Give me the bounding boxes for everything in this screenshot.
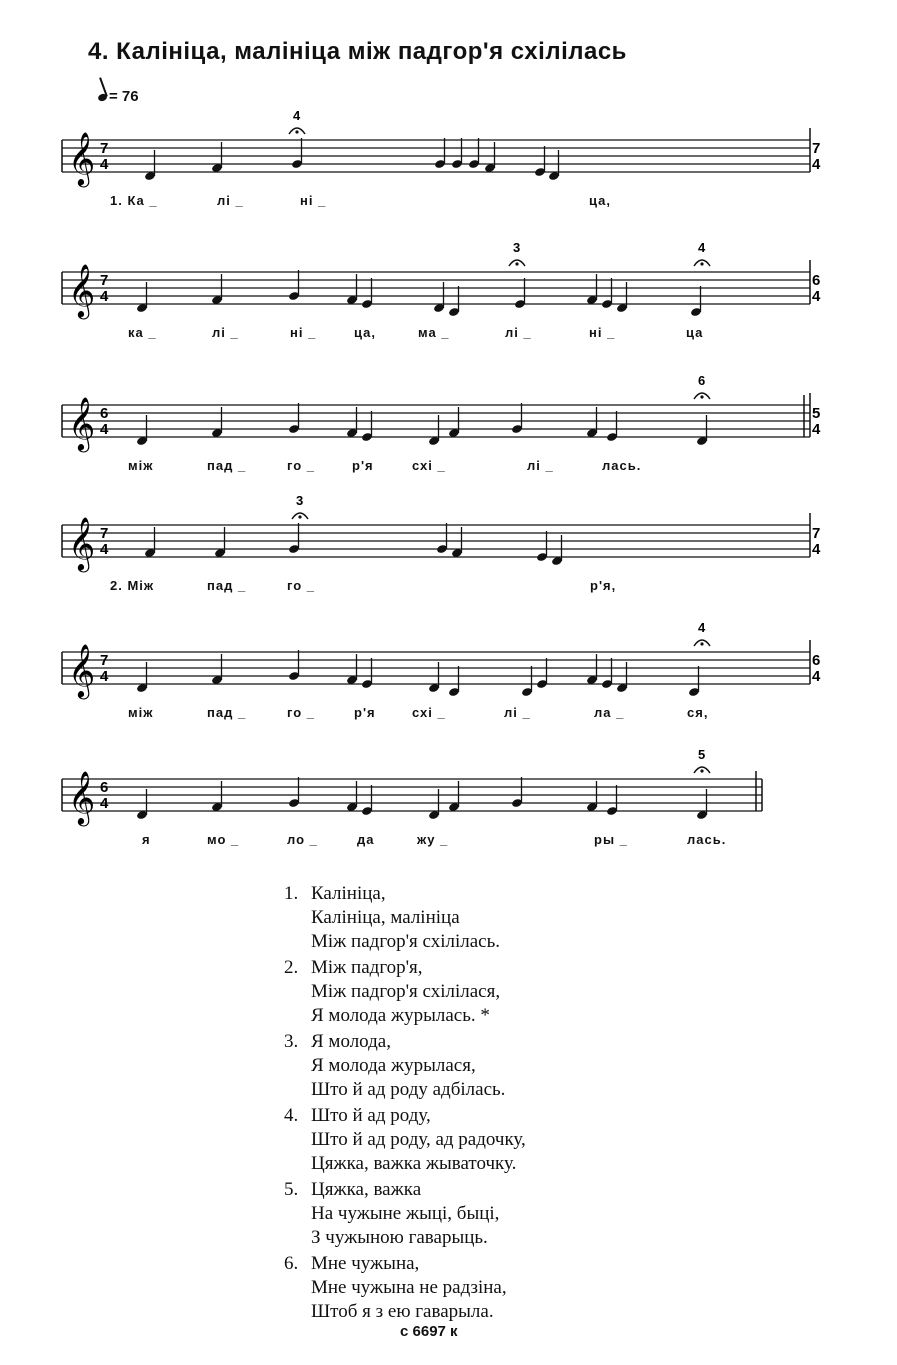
treble-clef-icon: 𝄞 bbox=[68, 396, 96, 450]
verse-row bbox=[284, 1054, 526, 1078]
verse-row bbox=[284, 882, 526, 906]
verse-row bbox=[284, 1128, 526, 1152]
verse-row bbox=[284, 1276, 526, 1300]
verse-line: Я молода журылася, bbox=[311, 1055, 476, 1076]
verse-row bbox=[284, 1300, 526, 1324]
verse-line: Я молода журылась. * bbox=[311, 1005, 490, 1026]
verse-row bbox=[284, 1252, 526, 1276]
end-time-numerator: 7 bbox=[812, 525, 821, 542]
lyric-syllable: лі _ bbox=[212, 325, 239, 340]
verse-number: 6. bbox=[284, 1253, 299, 1274]
end-time-numerator: 7 bbox=[812, 140, 821, 157]
verse-row bbox=[284, 1202, 526, 1226]
lyric-syllable: ры _ bbox=[594, 832, 628, 847]
fermata-dot bbox=[295, 130, 298, 133]
verse-row bbox=[284, 1104, 526, 1128]
quarter-note-icon bbox=[97, 93, 108, 103]
staff-svg bbox=[62, 747, 822, 867]
staff-system bbox=[62, 493, 822, 623]
end-time-denominator: 4 bbox=[812, 288, 821, 305]
staff-svg bbox=[62, 493, 822, 613]
verse-number: 1. bbox=[284, 883, 299, 904]
verse-number: 2. bbox=[284, 957, 299, 978]
end-time-numerator: 5 bbox=[812, 405, 821, 422]
lyric-syllable: ца, bbox=[589, 193, 611, 208]
verse-line: З чужыною гаварыць. bbox=[311, 1227, 488, 1248]
lyric-syllable: ла _ bbox=[594, 705, 625, 720]
lyric-syllable: го _ bbox=[287, 578, 316, 593]
lyric-syllable: я bbox=[142, 832, 151, 847]
lyric-syllable: ні _ bbox=[589, 325, 616, 340]
staff-svg bbox=[62, 108, 822, 228]
treble-clef-icon: 𝄞 bbox=[68, 131, 96, 185]
lyric-syllable: го _ bbox=[287, 705, 316, 720]
time-signature-numerator: 6 bbox=[100, 779, 109, 796]
staff-svg bbox=[62, 620, 822, 740]
treble-clef-icon: 𝄞 bbox=[68, 263, 96, 317]
lyric-syllable: ло _ bbox=[287, 832, 318, 847]
verse-line: Мне чужына не радзіна, bbox=[311, 1277, 507, 1298]
lyric-syllable: ца bbox=[686, 325, 704, 340]
catalog-code: с 6697 к bbox=[400, 1323, 458, 1340]
verse-number: 3. bbox=[284, 1031, 299, 1052]
verse-line: На чужыне жыці, быці, bbox=[311, 1203, 500, 1224]
fermata-number: 3 bbox=[296, 493, 304, 508]
lyric-syllable: 2. Між bbox=[110, 578, 155, 593]
lyric-syllable: жу _ bbox=[417, 832, 449, 847]
end-time-denominator: 4 bbox=[812, 668, 821, 685]
verse-row bbox=[284, 1030, 526, 1054]
lyric-syllable: ма _ bbox=[418, 325, 450, 340]
fermata-dot bbox=[700, 769, 703, 772]
time-signature-numerator: 6 bbox=[100, 405, 109, 422]
verse-line: Цяжка, важка жываточку. bbox=[311, 1153, 517, 1174]
verse-line: Штоб я з ею гаварыла. bbox=[311, 1301, 494, 1322]
treble-clef-icon: 𝄞 bbox=[68, 770, 96, 824]
lyric-syllable: схі _ bbox=[412, 458, 446, 473]
lyric-syllable: лі _ bbox=[504, 705, 531, 720]
lyric-syllable: да bbox=[357, 832, 375, 847]
time-signature-denominator: 4 bbox=[100, 156, 109, 173]
end-time-denominator: 4 bbox=[812, 156, 821, 173]
verse-row bbox=[284, 1226, 526, 1250]
lyric-syllable: го _ bbox=[287, 458, 316, 473]
lyric-syllable: лі _ bbox=[527, 458, 554, 473]
verse-number: 5. bbox=[284, 1179, 299, 1200]
verse-block bbox=[284, 1030, 526, 1102]
time-signature-denominator: 4 bbox=[100, 541, 109, 558]
time-signature-denominator: 4 bbox=[100, 421, 109, 438]
lyric-syllable: лась. bbox=[602, 458, 642, 473]
lyric-syllable: пад _ bbox=[207, 458, 247, 473]
verse-line: Калініца, малініца bbox=[311, 907, 460, 928]
treble-clef-icon: 𝄞 bbox=[68, 516, 96, 570]
time-signature-numerator: 7 bbox=[100, 525, 109, 542]
verse-row bbox=[284, 906, 526, 930]
time-signature-numerator: 7 bbox=[100, 140, 109, 157]
lyric-syllable: пад _ bbox=[207, 578, 247, 593]
time-signature-denominator: 4 bbox=[100, 668, 109, 685]
fermata-dot bbox=[700, 395, 703, 398]
song-title: 4. Калініца, малініца між падгор'я схілілась bbox=[88, 38, 627, 65]
lyric-syllable: мо _ bbox=[207, 832, 240, 847]
end-time-denominator: 4 bbox=[812, 421, 821, 438]
verse-number: 4. bbox=[284, 1105, 299, 1126]
verse-row bbox=[284, 1004, 526, 1028]
staff-svg bbox=[62, 240, 822, 360]
lyric-syllable: ся, bbox=[687, 705, 709, 720]
lyric-syllable: р'я bbox=[354, 705, 376, 720]
verse-row bbox=[284, 980, 526, 1004]
lyric-syllable: р'я bbox=[352, 458, 374, 473]
fermata-number: 4 bbox=[293, 108, 301, 123]
time-signature-numerator: 7 bbox=[100, 652, 109, 669]
time-signature-numerator: 7 bbox=[100, 272, 109, 289]
lyric-syllable: лі _ bbox=[505, 325, 532, 340]
verse-line: Што й ад роду, bbox=[311, 1105, 431, 1126]
lyric-syllable: 1. Ка _ bbox=[110, 193, 158, 208]
verse-row bbox=[284, 1178, 526, 1202]
fermata-number: 4 bbox=[698, 620, 706, 635]
fermata-dot bbox=[298, 515, 301, 518]
fermata-dot bbox=[515, 262, 518, 265]
lyric-syllable: лась. bbox=[687, 832, 727, 847]
verse-line: Між падгор'я схілілась. bbox=[311, 931, 501, 952]
lyric-syllable: між bbox=[128, 458, 154, 473]
staff-system bbox=[62, 240, 822, 370]
time-signature-denominator: 4 bbox=[100, 288, 109, 305]
lyric-syllable: ні _ bbox=[300, 193, 327, 208]
verse-block bbox=[284, 882, 526, 954]
lyric-syllable: лі _ bbox=[217, 193, 244, 208]
verse-block bbox=[284, 1252, 526, 1324]
tempo-marking bbox=[98, 88, 139, 105]
verse-row bbox=[284, 1078, 526, 1102]
verse-line: Між падгор'я, bbox=[311, 957, 423, 978]
staff-system bbox=[62, 373, 822, 503]
lyric-syllable: схі _ bbox=[412, 705, 446, 720]
verses bbox=[284, 882, 526, 1326]
tempo-value: = 76 bbox=[109, 88, 139, 105]
end-time-numerator: 6 bbox=[812, 272, 821, 289]
verse-line: Што й ад роду адбілась. bbox=[311, 1079, 506, 1100]
end-time-numerator: 6 bbox=[812, 652, 821, 669]
end-time-denominator: 4 bbox=[812, 541, 821, 558]
verse-line: Што й ад роду, ад радочку, bbox=[311, 1129, 526, 1150]
verse-block bbox=[284, 1104, 526, 1176]
verse-block bbox=[284, 956, 526, 1028]
time-signature-denominator: 4 bbox=[100, 795, 109, 812]
verse-row bbox=[284, 1152, 526, 1176]
verse-row bbox=[284, 956, 526, 980]
verse-line: Цяжка, важка bbox=[311, 1179, 422, 1200]
verse-line: Між падгор'я схілілася, bbox=[311, 981, 501, 1002]
lyric-syllable: р'я, bbox=[590, 578, 617, 593]
fermata-dot bbox=[700, 642, 703, 645]
staff-system bbox=[62, 108, 822, 238]
staff-system bbox=[62, 620, 822, 750]
fermata-number: 5 bbox=[698, 747, 706, 762]
verse-line: Калініца, bbox=[311, 883, 386, 904]
verse-line: Мне чужына, bbox=[311, 1253, 420, 1274]
staff-system bbox=[62, 747, 822, 877]
verse-block bbox=[284, 1178, 526, 1250]
fermata-dot bbox=[700, 262, 703, 265]
verse-row bbox=[284, 930, 526, 954]
lyric-syllable: ка _ bbox=[128, 325, 157, 340]
fermata-number: 6 bbox=[698, 373, 706, 388]
treble-clef-icon: 𝄞 bbox=[68, 643, 96, 697]
verse-line: Я молода, bbox=[311, 1031, 391, 1052]
fermata-number: 3 bbox=[513, 240, 521, 255]
lyric-syllable: ні _ bbox=[290, 325, 317, 340]
lyric-syllable: ца, bbox=[354, 325, 376, 340]
lyric-syllable: пад _ bbox=[207, 705, 247, 720]
staff-svg bbox=[62, 373, 822, 493]
fermata-number: 4 bbox=[698, 240, 706, 255]
lyric-syllable: між bbox=[128, 705, 154, 720]
